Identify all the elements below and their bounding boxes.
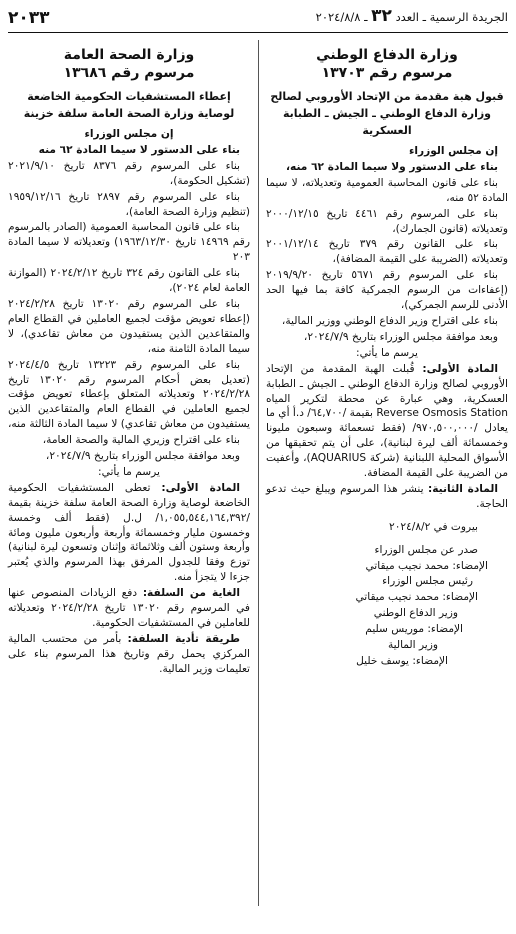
paragraph: بناء على المرسوم رقم ٢٨٩٧ تاريخ ١٩٥٩/١٢/١٦ (تنظيم وزارة الصحة العامة)،: [8, 190, 250, 218]
paragraph: بناء على المرسوم رقم ٨٣٧٦ تاريخ ٢٠٢١/٩/١٠ (تشكيل الحكومة)،: [8, 159, 250, 187]
paragraph: بناء على الدستور ولا سيما المادة ٦٢ منه،: [286, 160, 498, 173]
page-header: [8, 4, 508, 30]
article-1: [8, 481, 250, 585]
paragraph: يرسم ما يأتي:: [98, 465, 160, 478]
article-label: المادة الأولى:: [422, 362, 498, 375]
signature-line: رئيس مجلس الوزراء: [382, 575, 473, 588]
signature-line: وزير المالية: [387, 639, 438, 652]
article-text: بأمر من محتسب المالية المركزي يحمل رقم وتاريخ هذا المرسوم بناء على تعليمات وزير المالية.: [8, 632, 250, 675]
paragraph: يرسم ما يأتي:: [356, 346, 418, 359]
paragraph: بناء على القانون رقم ٣٢٤ تاريخ ٢٠٢٤/٢/١٢ (الموازنة العامة لعام ٢٠٢٤)،: [8, 267, 250, 295]
paragraph: بناء على القانون رقم ٣٧٩ تاريخ ٢٠٠١/١٢/١٤ وتعديلاته (الضريبة على القيمة المضافة)،: [266, 238, 508, 266]
decree-subject: إعطاء المستشفيات الحكومية الخاضعة لوصاية وزارة الصحة العامة سلفة خزينة: [23, 90, 235, 120]
article-label: المادة الثانية:: [428, 482, 498, 495]
paragraph: وبعد موافقة مجلس الوزراء بتاريخ ٢٠٢٤/٧/٩،: [303, 330, 498, 343]
article-3: [8, 632, 250, 677]
paragraph: بناء على اقتراح وزير الدفاع الوطني ووزير المالية،: [281, 314, 498, 327]
article-2: [8, 586, 250, 631]
article-text: دفع الزيادات المنصوص عنها في المرسوم رقم ١٣٠٢٠ تاريخ ٢٠٢٤/٢/٢٨ وتعديلاته للعاملين في المستشفيات الحكومية.: [8, 587, 250, 629]
gazette-title: الجريدة الرسمية ـ العدد: [395, 10, 508, 24]
issue-info: [316, 6, 508, 26]
article-text: ينشر هذا المرسوم ويبلغ حيث تدعو الحاجة.: [266, 482, 508, 510]
signature-line: الإمضاء: محمد نجيب ميقاتي: [365, 559, 488, 572]
article-text: قُبلت الهبة المقدمة من الإتحاد الأوروبي لصالح وزارة الدفاع الوطني ـ الجيش ـ الطبابة العسكرية، وهي عبارة عن محطة لتكرير المياه Reverse Osmosis Station بقيمة /٦٤,٧٠٠/ د.أ أي ما يعادل /٩٧٠,٥٠٠,٠٠٠/ (فقط تسعمائة وسبعون مليونا وخمسمائة ألف ليرة لبنانية)، على أن يتم تحقيقها من الأسواق المحلية اللبنانية (شركة AQUARIUS)، وأعفيت من الضريبة على القيمة المضافة.: [266, 362, 509, 480]
paragraph: بناء على اقتراح وزيري المالية والصحة العامة،: [42, 434, 240, 447]
paragraph: بناء على قانون المحاسبة العمومية وتعديلاته، لا سيما المادة ٥٢ منه،: [266, 176, 508, 204]
decree-number: مرسوم رقم ١٣٧٠٣: [321, 65, 453, 81]
article-label: الغاية من السلفة:: [142, 587, 240, 600]
paragraph: بناء على المرسوم رقم ٤٤٦١ تاريخ ٢٠٠٠/١٢/١٥ وتعديلاته (قانون الجمارك)،: [266, 207, 508, 235]
header-rule: [8, 32, 508, 33]
article-label: طريقة تأدية السلفة:: [127, 632, 241, 645]
signature-line: الإمضاء: يوسف خليل: [356, 655, 448, 667]
article-1: [266, 362, 508, 481]
paragraph: بناء على الدستور لا سيما المادة ٦٢ منه: [38, 143, 240, 156]
decree-number: مرسوم رقم ١٣٦٨٦: [63, 65, 195, 81]
ministry-title: وزارة الصحة العامة: [63, 47, 195, 63]
left-column: [8, 42, 250, 678]
decree-subject: قبول هبة مقدمة من الإتحاد الأوروبي لصالح وزارة الدفاع الوطني ـ الجيش ـ الطبابة العسكرية: [270, 90, 504, 137]
issue-number: ٣٢: [371, 6, 392, 26]
paragraph: بناء على المرسوم رقم ١٣٠٢٠ تاريخ ٢٠٢٤/٢/٢٨ (إعطاء تعويض مؤقت لجميع العاملين في القطاع العام والمتقاعدين الذين يستفيدون من معاش تقاعدي)، لا سيما المادة الثامنة منه،: [8, 297, 250, 355]
page-number: ٢٠٣٣: [8, 8, 50, 28]
place-date: بيروت في ٢٠٢٤/٨/٢: [389, 520, 478, 533]
article-2: [266, 482, 508, 512]
paragraph: إن مجلس الوزراء: [408, 145, 498, 157]
issue-date: ـ ٢٠٢٤/٨/٨: [315, 10, 368, 24]
article-text: تعطى المستشفيات الحكومية الخاضعة لوصاية وزارة الصحة العامة سلفة خزينة بقيمة /١,٠٥٥,٥٤٤,١٦٤,٣٩٢/ ل.ل (فقط ألف وخمسة وخمسون مليار وخمسمائة وأربعة وأربعون مليون ومائة وأربعة وستون ألف وثلاثمائة وإثنان وتسعون ليرة لبنانية) توزع وفقا للجدول المرفق بهذا المرسوم والذي يُعتبر جزءا لا يتجزأ منه.: [8, 481, 250, 584]
signature-line: وزير الدفاع الوطني: [373, 607, 458, 620]
paragraph: بناء على المرسوم رقم ٥٦٧١ تاريخ ٢٠١٩/٩/٢٠ (إعفاءات من الرسوم الجمركية كافة بما فيها الحد الأدنى للرسم الجمركي)،: [266, 269, 508, 312]
right-column: [266, 42, 508, 670]
signature-line: الإمضاء: موريس سليم: [365, 623, 463, 636]
signature-line: الإمضاء: محمد نجيب ميقاتي: [355, 591, 478, 604]
signature-line: صدر عن مجلس الوزراء: [374, 543, 478, 556]
paragraph: بناء على قانون المحاسبة العمومية (الصادر بالمرسوم رقم ١٤٩٦٩ تاريخ ١٩٦٣/١٢/٣٠) وتعديلاته لا سيما المادة ٢٠٣: [8, 221, 250, 264]
paragraph: وبعد موافقة مجلس الوزراء بتاريخ ٢٠٢٤/٧/٩،: [45, 450, 240, 463]
paragraph: بناء على المرسوم رقم ١٣٢٢٣ تاريخ ٢٠٢٤/٤/٥ (تعديل بعض أحكام المرسوم رقم ١٣٠٢٠ تاريخ ٢٠٢٤/٢/٢٨ وتعديلاته المتعلق بإعطاء تعويض مؤقت لجميع العاملين في القطاع العام والمتقاعدين الذين يستفيدون من معاش تقاعدي) لا سيما المادة الثالثة منه،: [7, 358, 250, 431]
column-divider: [258, 40, 259, 906]
ministry-title: وزارة الدفاع الوطني: [316, 47, 458, 63]
paragraph: إن مجلس الوزراء: [84, 128, 174, 140]
article-label: المادة الأولى:: [161, 481, 241, 494]
